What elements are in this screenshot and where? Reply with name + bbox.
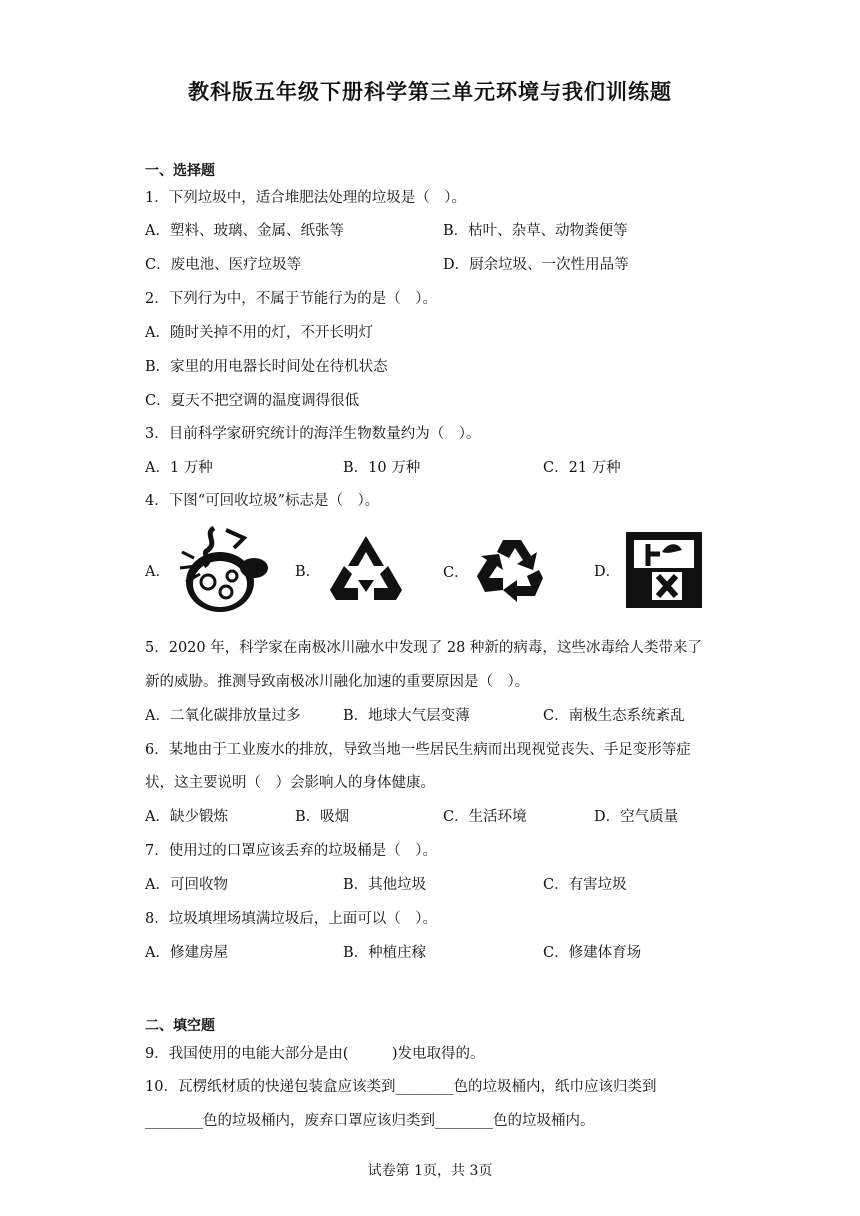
question-3-option-c: C．21 万种 bbox=[543, 460, 621, 476]
question-2-option-b: B．家里的用电器长时间处在待机状态 bbox=[145, 359, 388, 375]
question-7-stem: 7．使用过的口罩应该丢弃的垃圾桶是（ ）。 bbox=[145, 843, 437, 859]
question-2-option-a: A．随时关掉不用的灯，不开长明灯 bbox=[145, 325, 373, 341]
question-4-stem: 4．下图“可回收垃圾”标志是（ ）。 bbox=[145, 493, 380, 509]
question-1-option-b: B．枯叶、杂草、动物粪便等 bbox=[443, 223, 628, 239]
question-4-option-b-label: B． bbox=[295, 563, 321, 580]
recycle-symbol-icon bbox=[473, 532, 553, 610]
hazard-waste-symbol-icon bbox=[624, 530, 704, 610]
question-8-option-b: B．种植庄稼 bbox=[343, 945, 427, 961]
question-5-option-a: A．二氧化碳排放量过多 bbox=[145, 708, 301, 724]
question-6-stem-line-1: 6．某地由于工业废水的排放，导致当地一些居民生病而出现视觉丧失、手足变形等症 bbox=[145, 742, 691, 758]
question-6-option-a: A．缺少锻炼 bbox=[145, 809, 228, 825]
question-3-option-a: A．1 万种 bbox=[145, 460, 213, 476]
question-5-option-c: C．南极生态系统紊乱 bbox=[543, 708, 685, 724]
question-1-option-d: D．厨余垃圾、一次性用品等 bbox=[443, 257, 629, 273]
question-4-option-c-label: C． bbox=[443, 564, 469, 581]
section-heading-choice: 一、选择题 bbox=[145, 163, 215, 179]
question-10-stem-line-1: 10．瓦楞纸材质的快递包装盒应该类到________色的垃圾桶内，纸巾应该归类到 bbox=[145, 1079, 657, 1095]
question-1-option-c: C．废电池、医疗垃圾等 bbox=[145, 257, 302, 273]
question-8-stem: 8．垃圾填埋场填满垃圾后，上面可以（ ）。 bbox=[145, 911, 437, 927]
question-5-option-b: B．地球大气层变薄 bbox=[343, 708, 470, 724]
question-7-option-c: C．有害垃圾 bbox=[543, 877, 627, 893]
question-1-stem: 1．下列垃圾中，适合堆肥法处理的垃圾是（ ）。 bbox=[145, 190, 466, 206]
question-3-option-b: B．10 万种 bbox=[343, 460, 421, 476]
question-4-option-d-label: D． bbox=[594, 563, 621, 580]
question-4-option-b bbox=[295, 530, 408, 610]
question-3-stem: 3．目前科学家研究统计的海洋生物数量约为（ ）。 bbox=[145, 426, 481, 442]
question-8-option-c: C．修建体育场 bbox=[543, 945, 642, 961]
question-2-stem: 2．下列行为中，不属于节能行为的是（ ）。 bbox=[145, 291, 437, 307]
question-2-option-c: C．夏天不把空调的温度调得很低 bbox=[145, 393, 360, 409]
page-title: 教科版五年级下册科学第三单元环境与我们训练题 bbox=[188, 80, 672, 104]
question-7-option-b: B．其他垃圾 bbox=[343, 877, 427, 893]
recycle-arrows-outline-icon bbox=[324, 530, 408, 610]
question-10-stem-line-2: ________色的垃圾桶内，废弃口罩应该归类到________色的垃圾桶内。 bbox=[145, 1113, 595, 1129]
food-waste-symbol-icon bbox=[174, 524, 270, 616]
question-5-stem-line-1: 5．2020 年，科学家在南极冰川融水中发现了 28 种新的病毒，这些冰毒给人类带来了 bbox=[145, 640, 702, 656]
question-6-option-d: D．空气质量 bbox=[594, 809, 679, 825]
question-4-option-d bbox=[594, 530, 704, 610]
question-6-option-b: B．吸烟 bbox=[295, 809, 350, 825]
question-8-option-a: A．修建房屋 bbox=[145, 945, 228, 961]
question-6-stem-line-2: 状，这主要说明（ ）会影响人的身体健康。 bbox=[145, 775, 435, 791]
question-4-option-a-label: A． bbox=[145, 563, 170, 580]
page-footer: 试卷第 1页，共 3页 bbox=[367, 1163, 493, 1179]
question-5-stem-line-2: 新的威胁。推测导致南极冰川融化加速的重要原因是（ ）。 bbox=[145, 674, 530, 690]
question-7-option-a: A．可回收物 bbox=[145, 877, 228, 893]
question-9-stem: 9．我国使用的电能大部分是由( )发电取得的。 bbox=[145, 1046, 485, 1062]
question-1-option-a: A．塑料、玻璃、金属、纸张等 bbox=[145, 223, 344, 239]
question-4-option-a bbox=[145, 524, 270, 616]
question-6-option-c: C．生活环境 bbox=[443, 809, 527, 825]
section-heading-fill-blank: 二、填空题 bbox=[145, 1018, 215, 1034]
question-4-option-c bbox=[443, 532, 553, 610]
